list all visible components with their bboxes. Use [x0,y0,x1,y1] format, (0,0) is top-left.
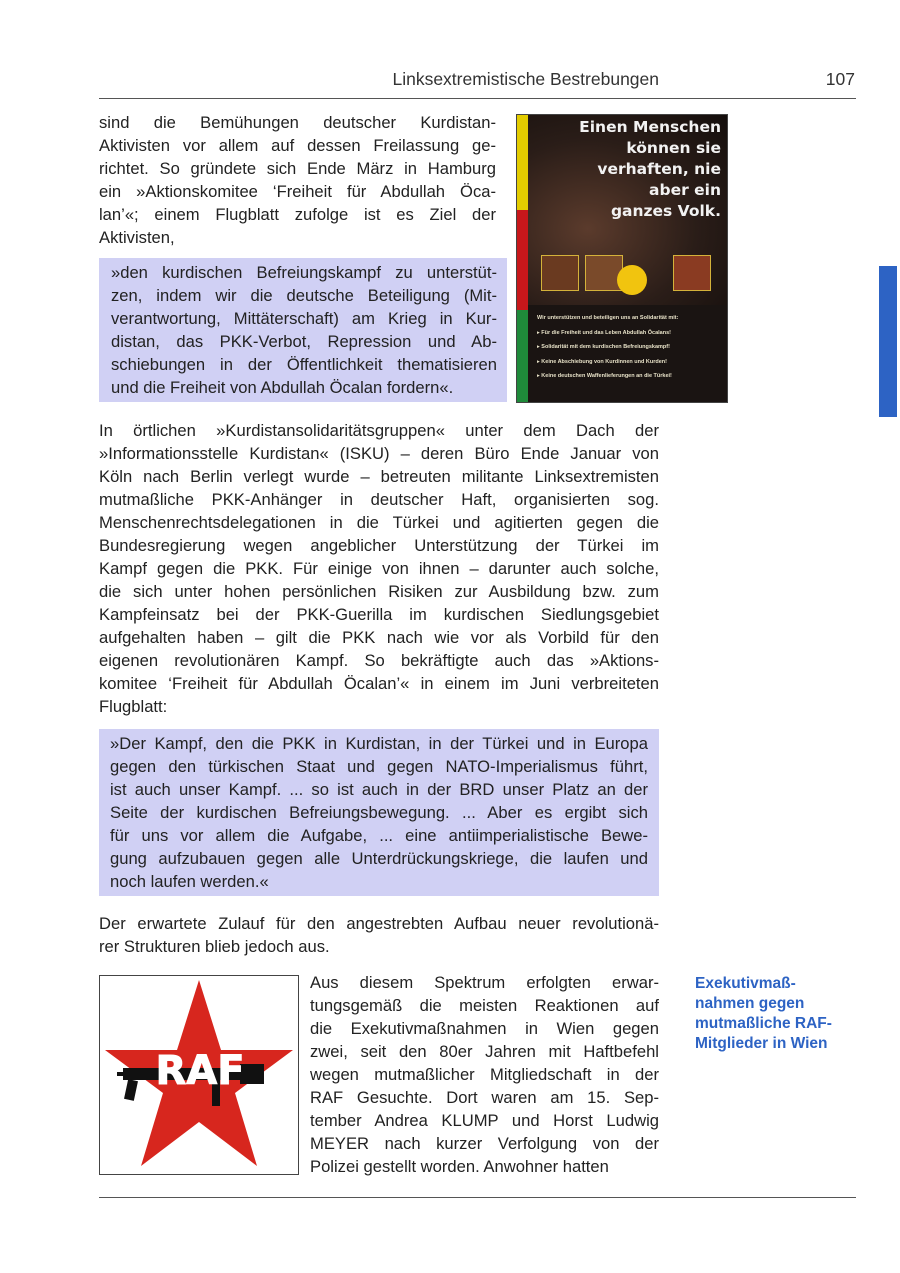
text-line: Seite der kurdischen Befreiungsbewegung. ... Aber es ergibt sich [110,803,648,822]
text-line: eigenen revolutionären Kampf. So bekräftigte auch das »Aktions- [99,651,659,670]
paragraph-main [99,419,659,718]
text-line: In örtlichen »Kurdistansolidaritätsgruppen« unter dem Dach der [99,421,659,440]
quote-lines [111,261,497,399]
poster-demands [537,311,723,384]
text-line: nahmen gegen [695,995,805,1012]
quote-block-1 [99,258,507,402]
text-line: die Exekutivmaßnahmen in Wien gegen [310,1019,659,1038]
poster-thumb [673,255,711,291]
poster-sun-emblem [617,265,647,295]
text-line: lan’«; einem Flugblatt zufolge ist es Ziel der [99,205,496,224]
poster-list-item: ▸ Keine deutschen Waffenlieferungen an die Türkei! [537,373,672,379]
poster-list-items [537,326,723,384]
margin-note [695,974,855,1054]
text-line: ist auch unser Kampf. ... so ist auch in der BRD unser Platz an der [110,780,648,799]
poster-list-item: ▸ Für die Freiheit und das Leben Abdullah Öcalans! [537,329,671,336]
quote-lines [110,732,648,893]
text-line: Der erwartete Zulauf für den angestrebten Aufbau neuer revolutionä- [99,914,659,933]
text-line: »Der Kampf, den die PKK in Kurdistan, in der Türkei und in Europa [110,734,648,753]
poster-image [516,114,728,403]
text-line: ein »Aktionskomitee ‘Freiheit für Abdullah Öca- [99,182,496,201]
text-line: zwei, seit den 80er Jahren mit Haftbefehl [310,1042,659,1061]
text-line: distan, das PKK-Verbot, Repression und Ab- [111,332,497,351]
paragraph-lines [99,111,496,249]
text-line: schiebungen in der Öffentlichkeit thematisieren [111,355,497,374]
text-line: RAF Gesuchte. Dort waren am 15. Sep- [310,1088,659,1107]
poster-stripe-red [517,210,528,310]
text-line: ganzes Volk. [610,202,721,220]
text-line: »den kurdischen Befreiungskampf zu unterstüt- [111,263,497,282]
chapter-tab-marker [879,266,897,417]
text-line: Aktivisten vor allem auf dessen Freilassung ge- [99,136,496,155]
running-title: Linksextremistische Bestrebungen [392,69,659,89]
poster-list-item: ▸ Solidarität mit dem kurdischen Befreiungskampf! [537,344,670,350]
text-line: Aus diesem Spektrum erfolgten erwar- [310,973,659,992]
text-line: Einen Menschen [579,118,721,136]
text-line: Polizei gestellt worden. Anwohner hatten [310,1157,609,1176]
paragraph-lines [99,912,659,958]
text-line: mutmaßliche PKK-Anhänger in deutscher Haft, organisierten sog. [99,490,659,509]
text-line: gegen den türkischen Staat und gegen NATO-Imperialismus führt, [110,757,648,776]
text-line: Kampf gegen die PKK. Für einige von ihnen – darunter auch solche, [99,559,659,578]
text-line: gung aufzubauen gegen alle Unterdrückungskriege, die laufen und [110,849,648,868]
text-line: zen, indem wir die deutsche Beteiligung (Mit- [111,286,497,305]
text-line: verhaften, nie [597,160,721,178]
text-line: Köln nach Berlin verlegt wurde – betreuten militante Linksextremisten [99,467,659,486]
poster-thumb [541,255,579,291]
text-line: MEYER nach kurzer Verfolgung von der [310,1134,659,1153]
text-line: aber ein [649,181,721,199]
text-line: die sich unter hohen persönlichen Risiken zur Ausbildung bzw. zum [99,582,659,601]
poster-stripe-yellow [517,115,528,210]
quote-block-2 [99,729,659,896]
text-line: mutmaßliche RAF- [695,1015,832,1032]
text-line: noch laufen werden.« [110,872,269,891]
text-line: für uns vor allem die Aufgabe, ... eine antiimperialistische Bewe- [110,826,648,845]
text-line: tungsgemäß die meisten Reaktionen auf [310,996,659,1015]
text-line: und die Freiheit von Abdullah Öcalan fordern«. [111,378,454,397]
poster-heading [531,117,721,222]
paragraph-intro [99,111,496,249]
page-number: 107 [825,69,855,89]
text-line: wegen mutmaßlicher Mitgliedschaft in der [310,1065,659,1084]
footer-rule [99,1197,856,1198]
text-line: tember Andrea KLUMP und Horst Ludwig [310,1111,659,1130]
text-line: Mitglieder in Wien [695,1035,828,1052]
poster-list-intro: Wir unterstützen und beteiligen uns an Solidarität mit: [537,315,679,321]
text-line: »Informationsstelle Kurdistan« (ISKU) – deren Büro Ende Januar von [99,444,659,463]
text-line: richtet. So gründete sich Ende März in Hamburg [99,159,496,178]
text-line: sind die Bemühungen deutscher Kurdistan- [99,113,496,132]
paragraph-lines [99,419,659,718]
paragraph-raf [310,971,659,1178]
raf-star-logo [100,976,298,1174]
raf-logo-text: RAF [155,1048,245,1094]
page-header [99,66,856,99]
text-line: Kampfeinsatz bei der PKK-Guerilla im kurdischen Siedlungsgebiet [99,605,659,624]
text-line: Aktivisten, [99,228,175,247]
text-line: Flugblatt: [99,697,168,716]
raf-logo-image [99,975,299,1175]
text-line: Bundesregierung wegen angeblicher Unterstützung der Türkei im [99,536,659,555]
text-line: aufgehalten haben – gilt die PKK nach wie vor als Vorbild für den [99,628,659,647]
poster-list-item: ▸ Keine Abschiebung von Kurdinnen und Kurden! [537,358,667,365]
poster-stripe-green [517,310,528,402]
text-line: können sie [626,139,721,157]
text-line: rer Strukturen blieb jedoch aus. [99,937,330,956]
text-line: Menschenrechtsdelegationen in die Türkei und agitierten gegen die [99,513,659,532]
paragraph-conclusion [99,912,659,958]
text-line: komitee ‘Freiheit für Abdullah Öcalan’« in einem im Juni verbreiteten [99,674,659,693]
text-line: Exekutivmaß- [695,975,796,992]
paragraph-lines [310,971,659,1178]
text-line: verantwortung, Mittäterschaft) am Krieg in Kur- [111,309,497,328]
